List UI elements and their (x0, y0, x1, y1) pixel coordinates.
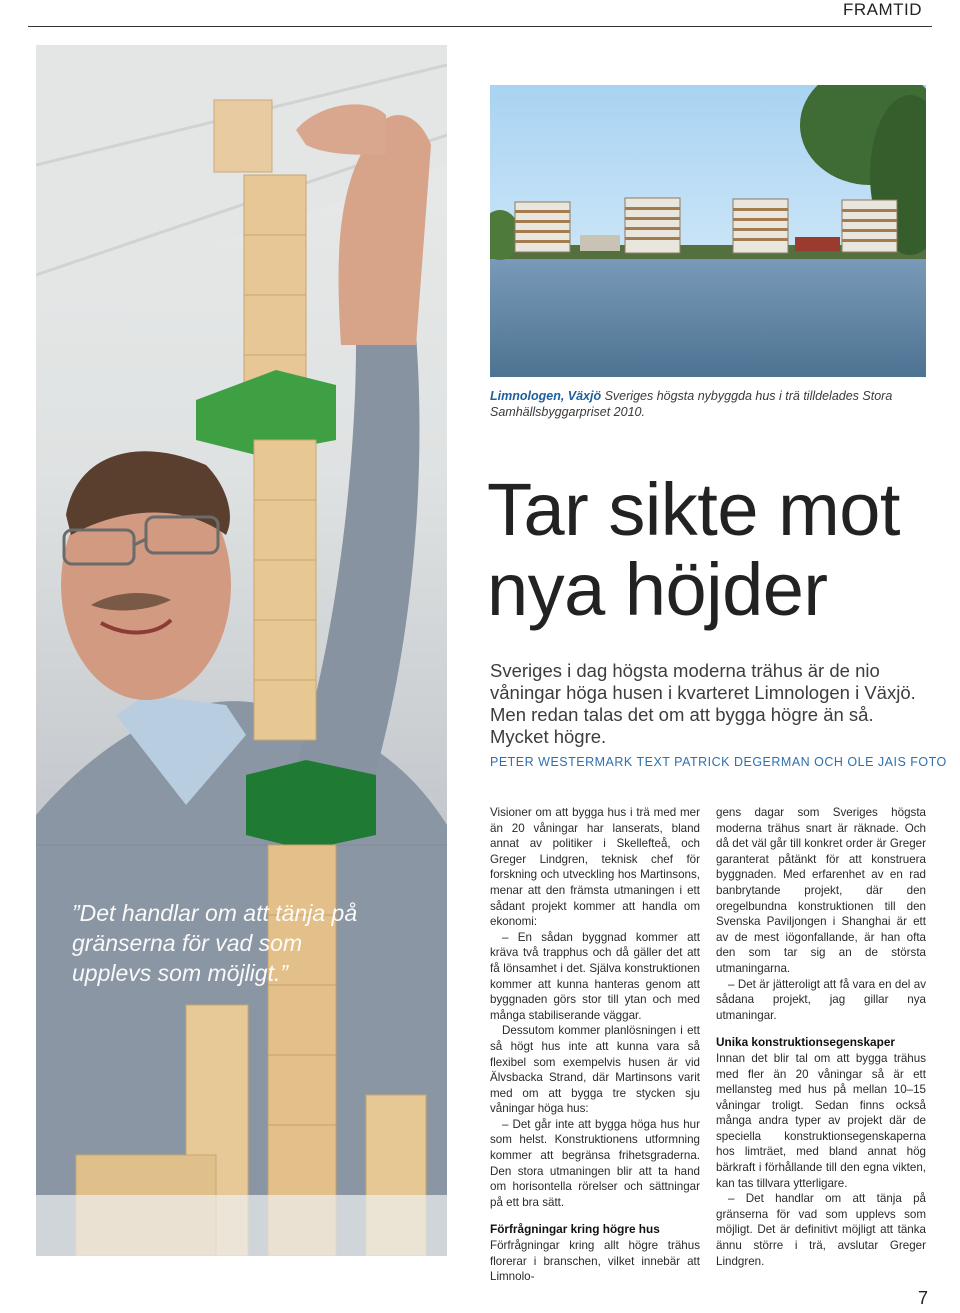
article-column-1 (490, 805, 700, 1285)
article-lede: Sveriges i dag högsta moderna trähus är de nio våningar höga husen i kvarteret Limnologen i Växjö. Men redan talas det om att bygga högre än så. Mycket högre. (490, 660, 916, 747)
paragraph: Visioner om att bygga hus i trä med mer än 20 våningar har lanserats, bland annat av politiker i Skellefteå, och Greger Lindgren, teknisk chef för forskning och utveckling hos Martinsons, menar att den främsta utmaningen i ett sådant projekt kommer att handla om ekonomi: (490, 806, 700, 929)
page-number: 7 (917, 1288, 928, 1308)
article-headline: Tar sikte mot nya höjder (487, 468, 900, 631)
article-byline: PETER WESTERMARK TEXT PATRICK DEGERMAN OCH OLE JAIS FOTO (490, 755, 947, 769)
tower-photo (36, 45, 447, 1256)
paragraph: – Det är jätteroligt att få vara en del av sådana projekt, jag gillar nya utmaningar. (716, 977, 926, 1022)
paragraph: – Det handlar om att tänja på gränserna för vad som upplevs som möjligt. Det är definitivt möjligt att tänka ännu större i trä, avslutar Greger Lindgren. (716, 1192, 926, 1268)
section-tag: FRAMTID (842, 0, 922, 19)
paragraph: Dessutom kommer planlösningen i ett så högt hus inte att kunna vara så flexibel som exempelvis husen är vid Älvsbacka Strand, där Martinsons varit med om att bygga tre stycken sju våningar höga hus: (490, 1024, 700, 1116)
paragraph: Förfrågningar kring allt högre trähus florerar i branschen, vilket innebär att Limnolo- (490, 1239, 700, 1284)
header-rule (28, 26, 932, 27)
paragraph: – Det går inte att bygga höga hus hur som helst. Konstruktionens utformning kommer att begränsa frihetsgraderna. Den stora utmaningen blir att ta hand om horisontella rörelser och sättningar på ett bra sätt. (490, 1117, 700, 1209)
caption-text: Sveriges högsta nybyggda hus i trä tilldelades Stora Samhällsbyggarpriset 2010. (490, 389, 893, 419)
pull-quote: ”Det handlar om att tänja på gränserna för vad som upplevs som möjligt.” (72, 900, 358, 986)
limnologen-photo (490, 85, 926, 377)
paragraph: – En sådan byggnad kommer att kräva två trapphus och då gäller det att få lönsamhet i det. Själva konstruktionen kommer att kunna hanteras genom att byggnaden görs stor till ytan och med många stabiliserande väggar. (490, 930, 700, 1022)
photo-caption (490, 388, 910, 420)
subheading: Förfrågningar kring högre hus (490, 1222, 660, 1237)
subheading: Unika konstruktionsegenskaper (716, 1035, 895, 1050)
caption-place: Limnologen, Växjö (490, 389, 602, 403)
paragraph: gens dagar som Sveriges högsta moderna trähus snart är räknade. Och då det väl går till konkret order är Greger garanterat påtänkt för att konstruera byggnaden. Med erfarenhet av en rad banbrytande projekt, där den oregelbundna konstruktionen till den Svenska Paviljongen i Shanghai är ett av de mest iögonfallande, är han ofta den som tar sig an de största utmaningarna. (716, 806, 926, 975)
paragraph: Innan det blir tal om att bygga trähus med fler än 20 våningar så är ett mellansteg med hus på mellan 10–15 våningar troligt. Sedan finns också många andra typer av projekt där de speciella konstruktionsegenskaperna hos limträet, med bland annat hög bärkraft i förhållande till den egna vikten, kan tas tillvara ytterligare. (716, 1051, 926, 1190)
article-column-2 (716, 805, 926, 1269)
